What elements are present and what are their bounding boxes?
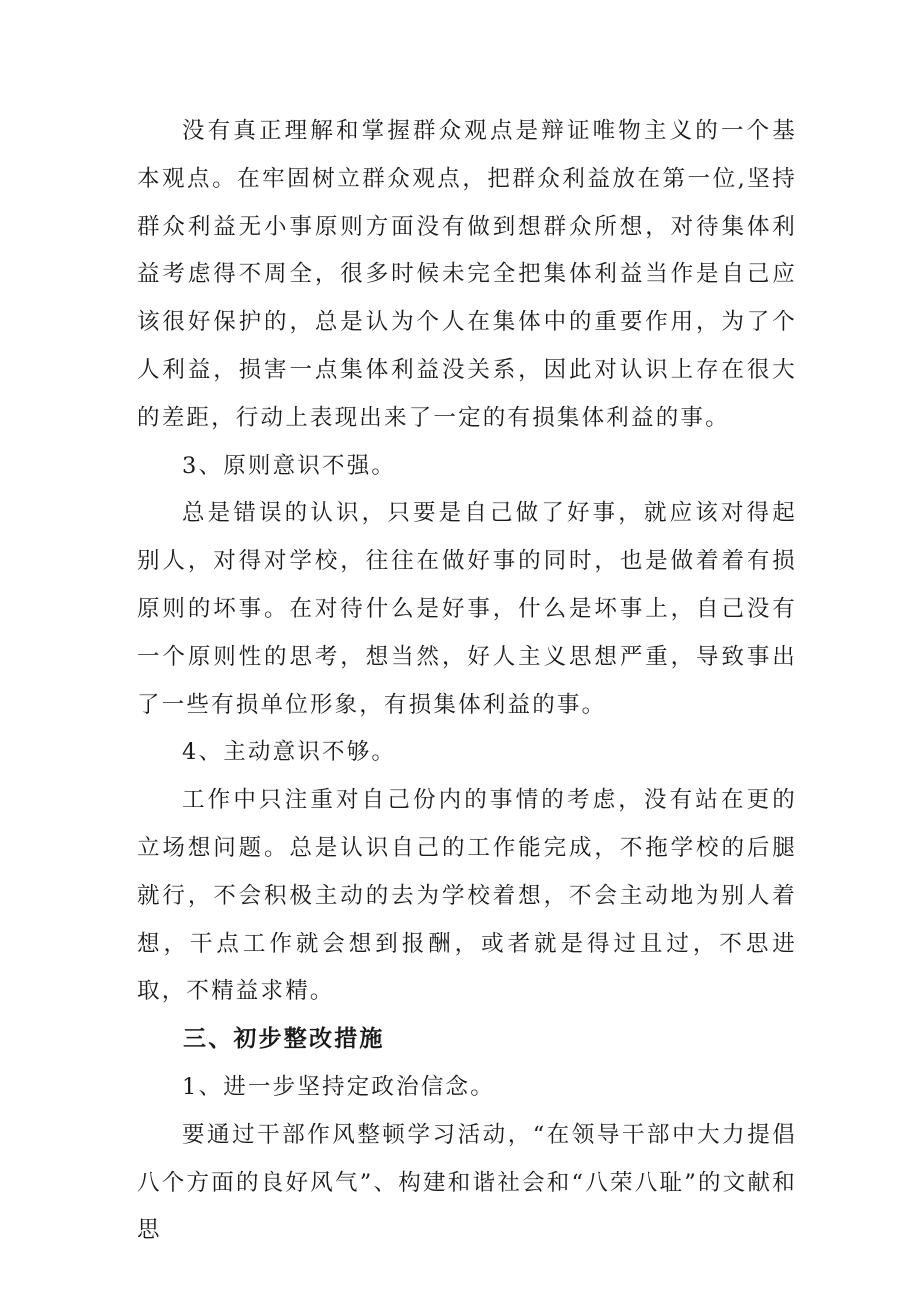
- section-heading-rectification: 三、初步整改措施: [183, 1026, 385, 1053]
- paragraph-principle-awareness: 总是错误的认识，只要是自己做了好事，就应该对得起别人，对得对学校，往往在做好事的同时，也是做着着有损原则的坏事。在对待什么是好事，什么是坏事上，自己没有一个原则性的思考，想当然，好人主义思想严重，导致事出了一些有损单位形象，有损集体利益的事。: [137, 500, 797, 718]
- paragraph-mass-viewpoint: 没有真正理解和掌握群众观点是辩证唯物主义的一个基本观点。在牢固树立群众观点，把群众利益放在第一位,坚持群众利益无小事原则方面没有做到想群众所想，对待集体利益考虑得不周全，很多时候未完全把集体利益当作是自己应该很好保护的，总是认为个人在集体中的重要作用，为了个人利益，损害一点集体利益没关系，因此对认识上存在很大的差距，行动上表现出来了一定的有损集体利益的事。: [137, 118, 797, 431]
- item-principle-awareness: 3、原则意识不强。: [182, 452, 397, 479]
- item-political-belief: 1、进一步坚持定政治信念。: [182, 1073, 495, 1100]
- paragraph-study-activities: 要通过干部作风整顿学习活动，“在领导干部中大力提倡八个方面的良好风气”、构建和谐社会和“八荣八耻”的文献和思: [137, 1121, 797, 1244]
- document-body: [137, 108, 797, 1255]
- paragraph-initiative-awareness: 工作中只注重对自己份内的事情的考虑，没有站在更的立场想问题。总是认识自己的工作能完成，不拖学校的后腿就行，不会积极主动的去为学校着想，不会主动地为别人着想，干点工作就会想到报酬，或者就是得过且过，不思进取，不精益求精。: [137, 787, 797, 1005]
- item-initiative-awareness: 4、主动意识不够。: [182, 739, 397, 766]
